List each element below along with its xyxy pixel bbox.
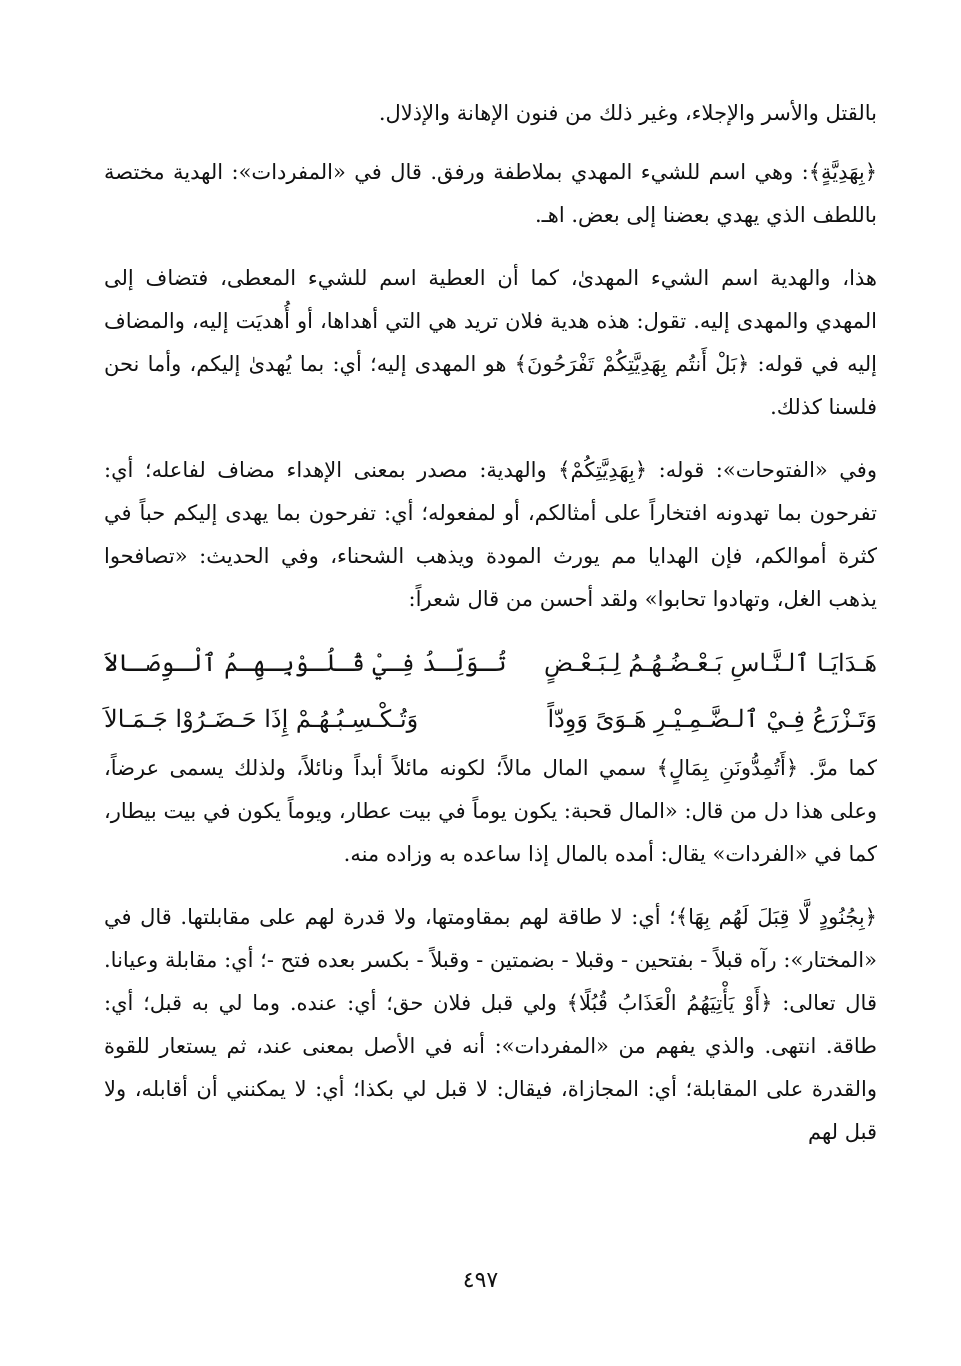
poem-first-hemistich: هَـدَايَـا ٱلـنَّـاسِ بَـعْـضُـهُـمُ لِـبَـعْـضٍ [543,649,877,677]
paragraph-hadiyya-definition: ﴿بِهَدِيَّةٍ﴾: وهي اسم للشيء المهدي بملاطفة ورفق. قال في «المفردات»: الهدية مختصة باللطف الذي يهدي بعضنا إلى بعض. اهـ. [104,160,877,227]
poem-second-hemistich: تُـوَلِّـدُ فِـيْ قُـلُـوْبِـهِـمُ ٱلْـوِصَـالاَ [104,649,507,677]
poem-second-hemistich: وَتُـكْـسِـبُـهُـمْ إِذَا حَـضَـرُوْا جَـمَـالاَ [104,705,419,733]
poem-verse [104,691,877,747]
poem-first-hemistich: وَتَـزْرَعُ فِـيْ ٱلـضَّـمِـيْـرِ هَـوَىً وَوِدّاً [547,705,877,733]
paragraph-qibal-explanation: ﴿بِجُنُودٍ لَّا قِبَلَ لَهُم بِهَا﴾؛ أي: لا طاقة لهم بمقاومتها، ولا قدرة لهم على مقابلتها. قال في «المختار»: رآه قبلاً - بفتحين - وقبلا - بضمتين - وقبلاً - بكسر بعده فتح -؛ أي: مقابلة وعيانا. قال تعالى: ﴿أَوْ يَأْتِيَهُمُ الْعَذَابُ قُبُلًا﴾ ولي قبل فلان حق؛ أي: عنده. وما لي به قبل؛ أي: طاقة. انتهى. والذي يفهم من «المفردات»: أنه في الأصل بمعنى عند، ثم يستعار للقوة والقدرة على المقابلة؛ أي: المجازاة، فيقال: لا قبل لي بكذا؛ أي: لا يمكنني أن أقابله، ولا قبل لهم [104,905,877,1144]
paragraph-hadiyya-explanation: هذا، والهدية اسم الشيء المهدىٰ، كما أن العطية اسم للشيء المعطى، فتضاف إلى المهدي والمهدى إليه. تقول: هذه هدية فلان تريد هي التي أهداها، أو أُهديَت إليه، والمضاف إليه في قوله: ﴿بَلْ أَنتُم بِهَدِيَّتِكُمْ تَفْرَحُونَ﴾ هو المهدى إليه؛ أي: بما يُهدىٰ إليكم، وأما نحن فلسنا كذلك. [104,266,877,419]
paragraph-futuhat-quote: وفي «الفتوحات»: قوله: ﴿بِهَدِيَّتِكُمْ﴾ والهدية: مصدر بمعنى الإهداء مضاف لفاعله؛ أي: تفرحون بما تهدونه افتخاراً على أمثالكم، أو لمفعوله؛ أي: تفرحون بما يهدى إليكم حباً في كثرة أموالكم، فإن الهدايا مم يورث المودة ويذهب الشحناء، وفي الحديث: «تصافحوا يذهب الغل، وتهادوا تحابوا» ولقد أحسن من قال شعراً: [104,458,877,611]
paragraph-mal-explanation: كما مرَّ. ﴿أَتُمِدُّونَنِ بِمَالٍ﴾ سمي المال مالاً؛ لكونه مائلاً أبداً ونائلاً، ولذلك يسمى عرضاً، وعلى هذا دل من قال: «المال قحبة: يكون يوماً في بيت عطار، ويوماً يكون في بيت بيطار، كما في «الفردات» يقال: أمده بالمال إذا ساعده به وزاده منه. [104,756,877,866]
poem-verse [104,635,877,691]
paragraph-intro: بالقتل والأسر والإجلاء، وغير ذلك من فنون الإهانة والإذلال. [378,101,877,125]
poem [104,635,877,747]
page-number: ٤٩٧ [462,1268,499,1293]
